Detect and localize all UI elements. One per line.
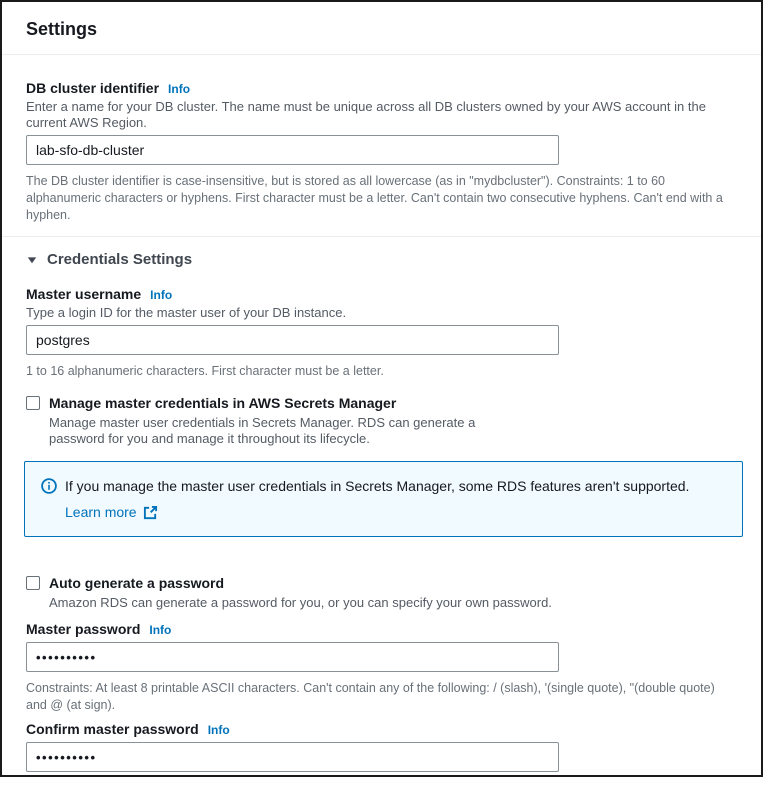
alert-message: If you manage the master user credentials in Secrets Manager, some RDS features aren't supported. — [65, 478, 690, 494]
page-title: Settings — [26, 19, 98, 39]
master-password-info-link[interactable]: Info — [149, 623, 172, 637]
confirm-master-password-info-link[interactable]: Info — [207, 723, 230, 737]
settings-form — [2, 55, 761, 790]
master-password-label: Master password — [26, 621, 141, 637]
info-circle-icon — [41, 478, 57, 494]
auto-generate-password-description: Amazon RDS can generate a password for you, or you can specify your own password. — [49, 595, 552, 610]
secrets-manager-info-alert — [24, 461, 743, 537]
section-divider — [2, 236, 761, 237]
db-cluster-identifier-info-link[interactable]: Info — [168, 82, 191, 96]
master-username-input[interactable] — [26, 325, 559, 355]
master-username-field — [26, 285, 737, 380]
manage-secrets-description: Manage master user credentials in Secrets Manager. RDS can generate a password for you and manage it throughout its lifecycle. — [49, 415, 476, 446]
master-password-field — [26, 620, 737, 714]
caret-down-icon — [26, 254, 38, 266]
master-username-label: Master username — [26, 286, 142, 302]
db-cluster-identifier-field — [26, 79, 737, 224]
learn-more-link[interactable] — [65, 502, 158, 522]
confirm-master-password-input[interactable] — [26, 742, 559, 772]
credentials-settings-section-title: Credentials Settings — [47, 251, 193, 268]
master-password-input[interactable] — [26, 642, 559, 672]
auto-generate-password-option — [26, 574, 737, 611]
manage-secrets-option — [26, 394, 737, 447]
db-cluster-identifier-label: DB cluster identifier — [26, 80, 160, 96]
credentials-settings-section-header[interactable] — [26, 251, 737, 269]
auto-generate-password-checkbox[interactable] — [26, 576, 40, 590]
learn-more-label: Learn more — [65, 504, 137, 520]
confirm-master-password-label: Confirm master password — [26, 721, 199, 737]
db-cluster-identifier-input[interactable] — [26, 135, 559, 165]
master-username-description: Type a login ID for the master user of your DB instance. — [26, 305, 347, 320]
auto-generate-password-label[interactable]: Auto generate a password — [49, 575, 225, 591]
db-cluster-identifier-description: Enter a name for your DB cluster. The name must be unique across all DB clusters owned by your AWS account in the current AWS Region. — [26, 99, 706, 130]
db-cluster-identifier-constraint: The DB cluster identifier is case-insensitive, but is stored as all lowercase (as in "mydbcluster"). Constraints: 1 to 60 alphanumeric characters or hyphens. First character must be a letter. Can't contain two consecutive hyphens. Can't end with a hyphen. — [26, 174, 723, 222]
confirm-master-password-field — [26, 720, 737, 772]
settings-panel-header — [2, 2, 761, 55]
manage-secrets-label[interactable]: Manage master credentials in AWS Secrets Manager — [49, 395, 397, 411]
master-username-constraint: 1 to 16 alphanumeric characters. First character must be a letter. — [26, 364, 384, 378]
external-link-icon — [143, 505, 158, 520]
master-username-info-link[interactable]: Info — [150, 288, 173, 302]
manage-secrets-checkbox[interactable] — [26, 396, 40, 410]
master-password-constraint: Constraints: At least 8 printable ASCII characters. Can't contain any of the following: / (slash), '(single quote), "(double quote) and @ (at sign). — [26, 681, 715, 712]
